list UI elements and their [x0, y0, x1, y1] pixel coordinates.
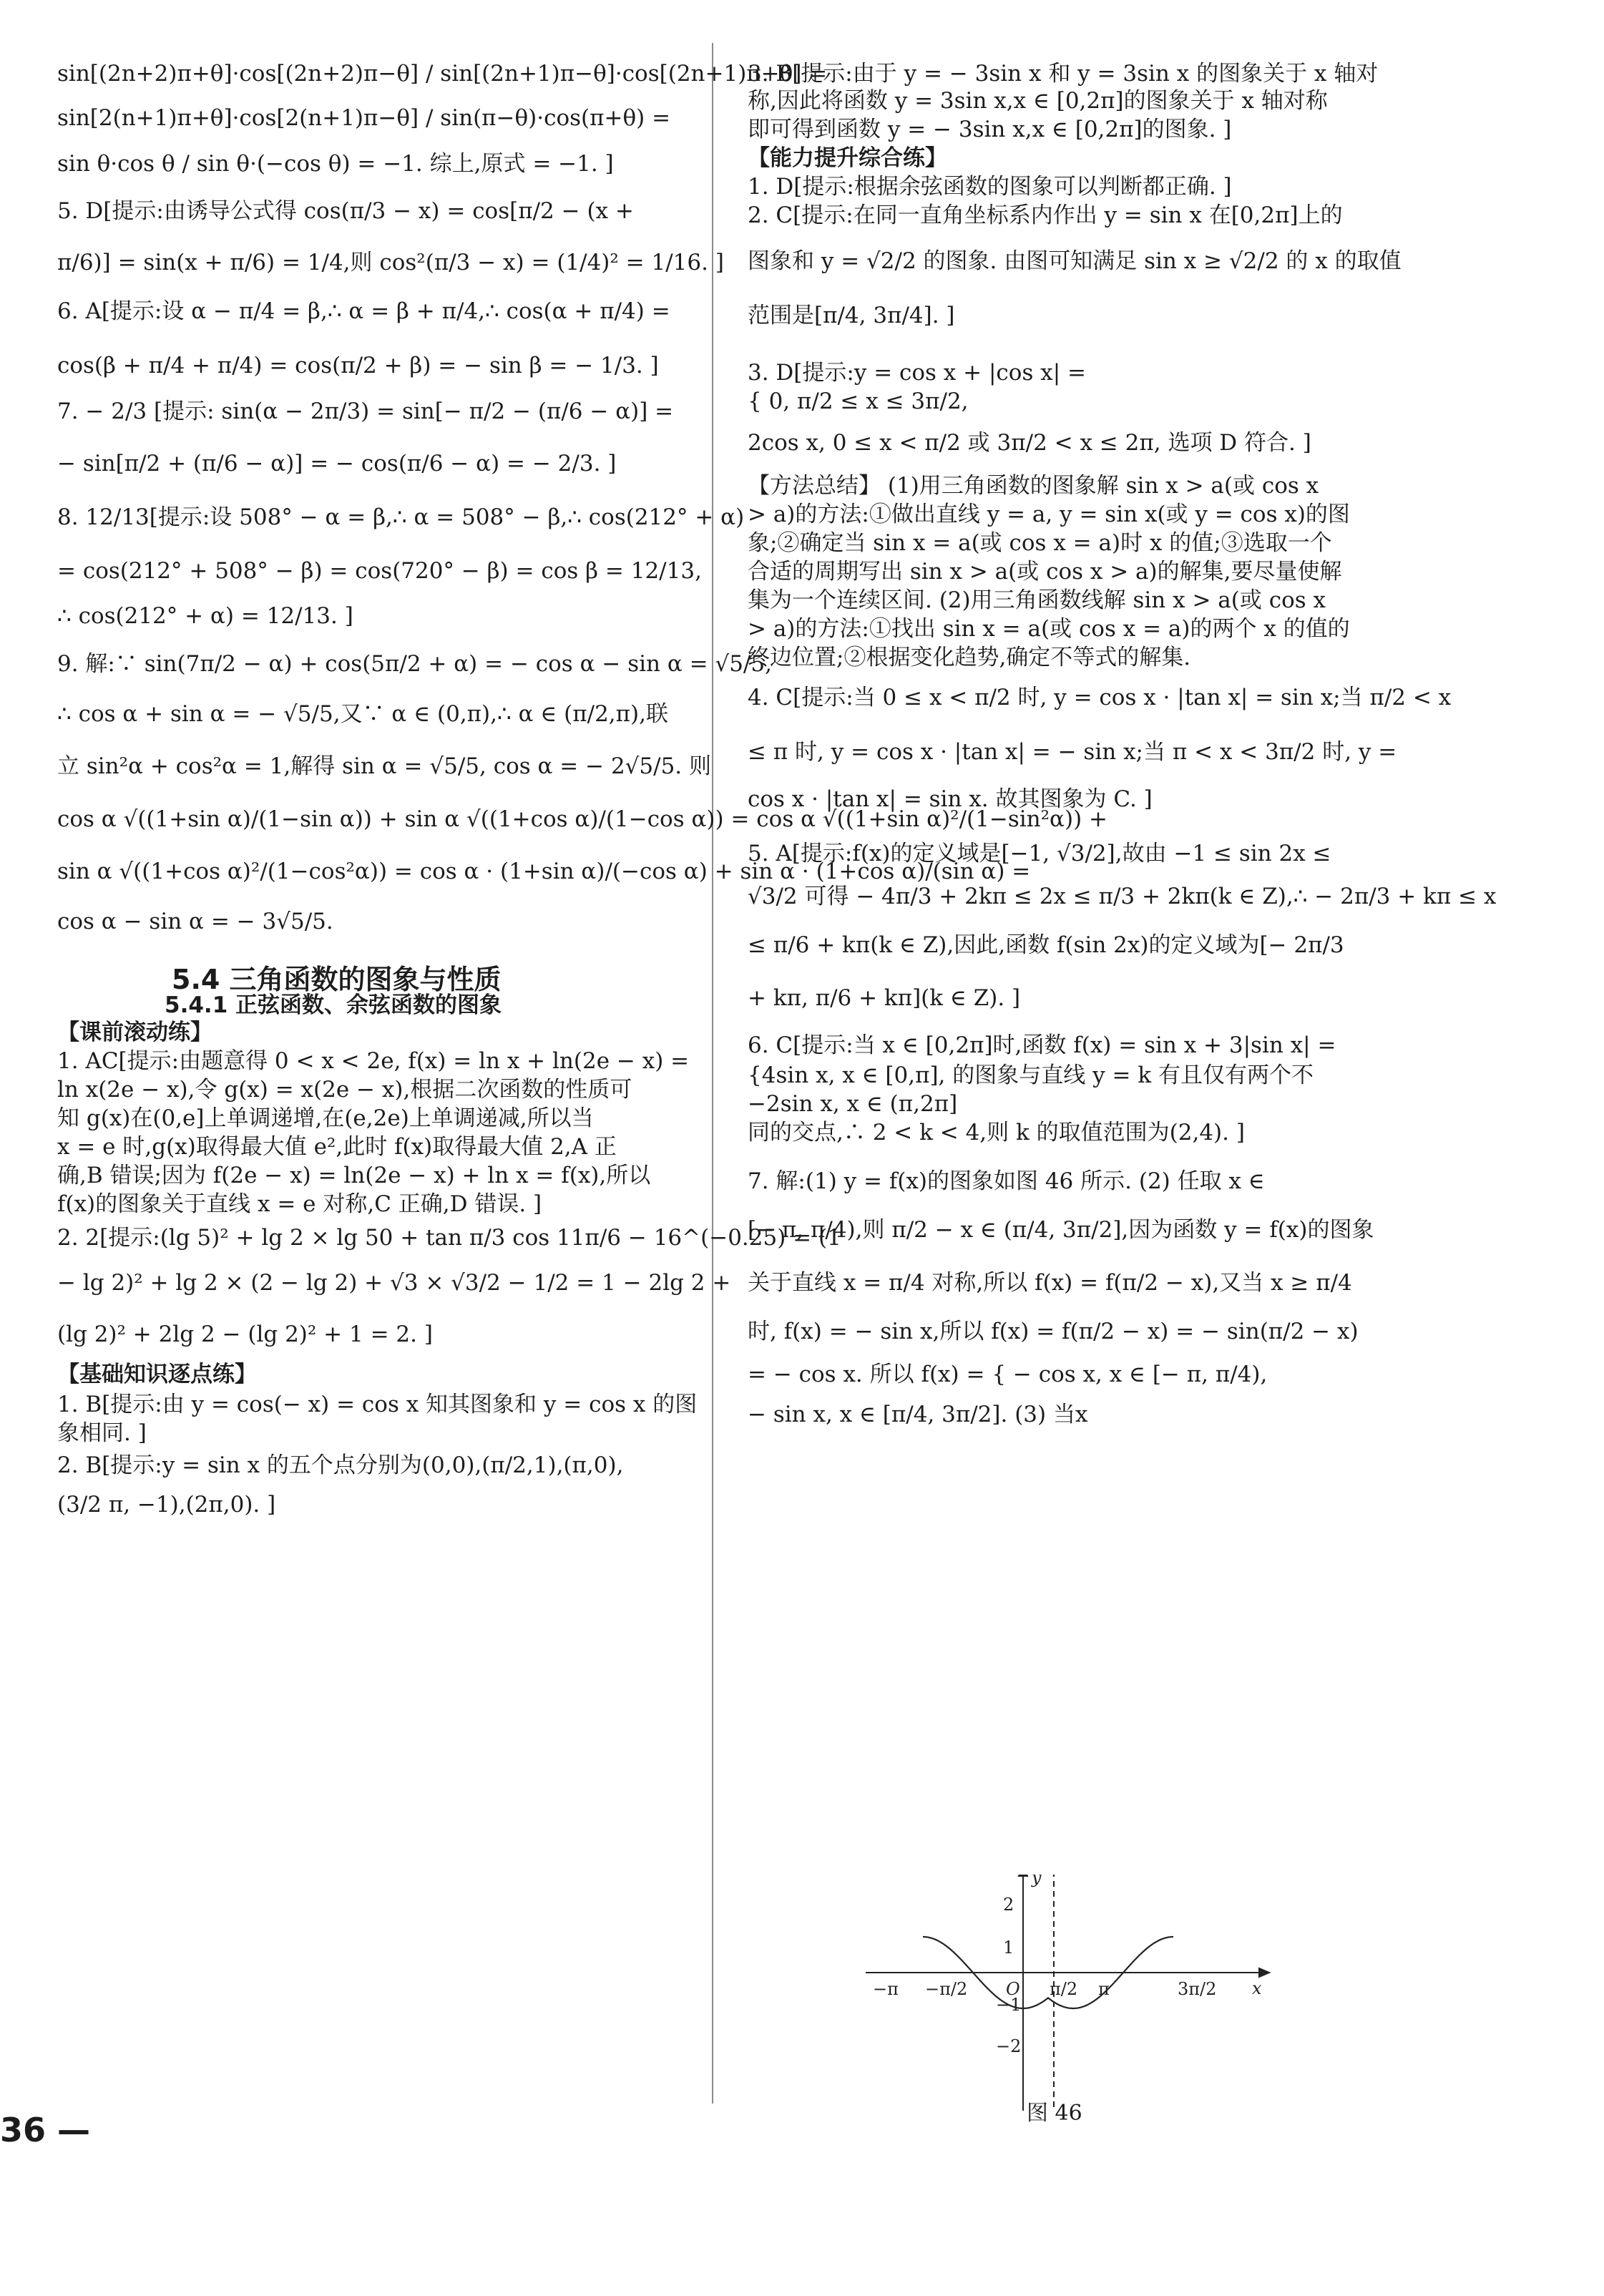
left-text-line: f(x)的图象关于直线 x = e 对称,C 正确,D 错误. ] [57, 1191, 542, 1217]
right-text-line: [− π, π/4),则 π/2 − x ∈ (π/4, 3π/2],因为函数 y = f(x)的图象 [748, 1217, 1374, 1243]
right-text-line: 3. B[提示:由于 y = − 3sin x 和 y = 3sin x 的图象关于 x 轴对 [748, 61, 1379, 87]
y-tick-neg-1: −1 [996, 1995, 1022, 2015]
left-text-line: sin θ·cos θ / sin θ·(−cos θ) = −1. 综上,原式 = −1. ] [57, 151, 614, 177]
left-text-line: sin[(2n+2)π+θ]·cos[(2n+2)π−θ] / sin[(2n+1)π−θ]·cos[(2n+1)π+θ] = [57, 61, 828, 87]
right-text-line: cos x · |tan x| = sin x. 故其图象为 C. ] [748, 786, 1153, 812]
right-text-line: = − cos x. 所以 f(x) = { − cos x, x ∈ [− π, π/4), [748, 1362, 1268, 1387]
subsection-title: 5.4.1 正弦函数、余弦函数的图象 [165, 992, 502, 1018]
right-text-line: √3/2 可得 − 4π/3 + 2kπ ≤ 2x ≤ π/3 + 2kπ(k ∈ Z),∴ − 2π/3 + kπ ≤ x [748, 884, 1497, 909]
left-text-line: sin[2(n+1)π+θ]·cos[2(n+1)π−θ] / sin(π−θ)·cos(π+θ) = [57, 105, 671, 131]
left-text-line: = cos(212° + 508° − β) = cos(720° − β) = cos β = 12/13, [57, 558, 702, 584]
right-text-line: {4sin x, x ∈ [0,π], 的图象与直线 y = k 有且仅有两个不 [748, 1062, 1314, 1088]
section-title: 5.4 三角函数的图象与性质 [172, 964, 502, 995]
heading-pre-class-practice: 【课前滚动练】 [57, 1020, 212, 1045]
left-text-line: 8. 12/13[提示:设 508° − α = β,∴ α = 508° − β,∴ cos(212° + α) [57, 504, 745, 530]
right-text-line: 时, f(x) = − sin x,所以 f(x) = f(π/2 − x) = − sin(π/2 − x) [748, 1319, 1359, 1344]
right-text-line: > a)的方法:①找出 sin x = a(或 cos x = a)的两个 x 的值的 [748, 616, 1350, 642]
right-text-line: { 0, π/2 ≤ x ≤ 3π/2, [748, 389, 969, 414]
right-text-line: 范围是[π/4, 3π/4]. ] [748, 303, 955, 328]
left-text-line: 5. D[提示:由诱导公式得 cos(π/3 − x) = cos[π/2 − (x + [57, 198, 634, 224]
left-text-line: − sin[π/2 + (π/6 − α)] = − cos(π/6 − α) = − 2/3. ] [57, 451, 617, 477]
left-text-line: cos α √((1+sin α)/(1−sin α)) + sin α √((1+cos α)/(1−cos α)) = cos α √((1+sin α)²/(1−sin²α)) + [57, 806, 1108, 832]
method-summary-line: 【方法总结】 (1)用三角函数的图象解 sin x > a(或 cos x [748, 473, 1319, 499]
x-tick-neg-pi: −π [873, 1979, 899, 1999]
left-text-line: cos(β + π/4 + π/4) = cos(π/2 + β) = − sin β = − 1/3. ] [57, 353, 659, 378]
left-text-line: 7. − 2/3 [提示: sin(α − 2π/3) = sin[− π/2 − (π/6 − α)] = [57, 399, 674, 424]
right-text-line: 即可得到函数 y = − 3sin x,x ∈ [0,2π]的图象. ] [748, 117, 1232, 142]
page-number: 36 — [0, 2111, 91, 2149]
left-text-line: 2. 2[提示:(lg 5)² + lg 2 × lg 50 + tan π/3 cos 11π/6 − 16^(−0.25) = (1 [57, 1225, 841, 1251]
left-text-line: 确,B 错误;因为 f(2e − x) = ln(2e − x) + ln x = f(x),所以 [57, 1163, 651, 1188]
left-text-line: − lg 2)² + lg 2 × (2 − lg 2) + √3 × √3/2 − 1/2 = 1 − 2lg 2 + [57, 1270, 731, 1296]
left-text-line: (lg 2)² + 2lg 2 − (lg 2)² + 1 = 2. ] [57, 1322, 433, 1347]
right-text-line: 2cos x, 0 ≤ x < π/2 或 3π/2 < x ≤ 2π, 选项 D 符合. ] [748, 430, 1311, 456]
right-text-line: > a)的方法:①做出直线 y = a, y = sin x(或 y = cos x)的图 [748, 502, 1350, 527]
right-text-line: −2sin x, x ∈ (π,2π] [748, 1091, 958, 1117]
right-text-line: 称,因此将函数 y = 3sin x,x ∈ [0,2π]的图象关于 x 轴对称 [748, 88, 1328, 114]
figure-46-graph [844, 1875, 1273, 2111]
left-text-line: x = e 时,g(x)取得最大值 e²,此时 f(x)取得最大值 2,A 正 [57, 1134, 617, 1160]
figure-caption: 图 46 [1027, 2101, 1082, 2126]
x-tick-three-half-pi: 3π/2 [1178, 1979, 1217, 1999]
x-axis-label: x [1252, 1978, 1262, 1998]
y-tick-neg-2: −2 [996, 2036, 1022, 2056]
right-text-line: 2. C[提示:在同一直角坐标系内作出 y = sin x 在[0,2π]上的 [748, 202, 1343, 228]
y-tick-2: 2 [1003, 1895, 1014, 1915]
x-axis-arrow [1259, 1968, 1269, 1977]
right-text-line: 终边位置;②根据变化趋势,确定不等式的解集. [748, 645, 1191, 670]
left-text-line: 知 g(x)在(0,e]上单调递增,在(e,2e)上单调递减,所以当 [57, 1105, 594, 1131]
left-text-line: 6. A[提示:设 α − π/4 = β,∴ α = β + π/4,∴ cos(α + π/4) = [57, 298, 670, 324]
x-tick-half-pi: π/2 [1050, 1979, 1078, 1999]
left-text-line: 9. 解:∵ sin(7π/2 − α) + cos(5π/2 + α) = − cos α − sin α = √5/5, [57, 651, 772, 677]
left-text-line: cos α − sin α = − 3√5/5. [57, 909, 333, 934]
left-text-line: 1. AC[提示:由题意得 0 < x < 2e, f(x) = ln x + ln(2e − x) = [57, 1048, 690, 1074]
y-axis-arrow [1019, 1875, 1027, 1876]
origin-label: O [1006, 1979, 1020, 1999]
right-text-line: 5. A[提示:f(x)的定义域是[−1, √3/2],故由 −1 ≤ sin 2x ≤ [748, 841, 1331, 866]
x-tick-neg-half-pi: −π/2 [925, 1979, 968, 1999]
right-text-line: + kπ, π/6 + kπ](k ∈ Z). ] [748, 985, 1021, 1011]
right-text-line: − sin x, x ∈ [π/4, 3π/2]. (3) 当x [748, 1402, 1088, 1427]
left-text-line: 立 sin²α + cos²α = 1,解得 sin α = √5/5, cos α = − 2√5/5. 则 [57, 753, 712, 779]
heading-ability-improvement: 【能力提升综合练】 [748, 145, 947, 171]
x-tick-pi: π [1098, 1979, 1110, 1999]
heading-basic-knowledge: 【基础知识逐点练】 [57, 1362, 257, 1387]
left-text-line: sin α √((1+cos α)²/(1−cos²α)) = cos α · (1+sin α)/(−cos α) + sin α · (1+cos α)/(sin α) = [57, 859, 1031, 884]
right-text-line: 7. 解:(1) y = f(x)的图象如图 46 所示. (2) 任取 x ∈ [748, 1168, 1265, 1194]
right-text-line: 同的交点,∴ 2 < k < 4,则 k 的取值范围为(2,4). ] [748, 1120, 1245, 1145]
left-text-line: 1. B[提示:由 y = cos(− x) = cos x 知其图象和 y = cos x 的图 [57, 1392, 698, 1417]
left-text-line: π/6)] = sin(x + π/6) = 1/4,则 cos²(π/3 − x) = (1/4)² = 1/16. ] [57, 250, 724, 275]
right-text-line: 3. D[提示:y = cos x + |cos x| = [748, 360, 1086, 386]
right-text-line: 象;②确定当 sin x = a(或 cos x = a)时 x 的值;③选取一个 [748, 530, 1332, 556]
y-tick-1: 1 [1003, 1938, 1014, 1958]
y-axis-label: y [1032, 1875, 1042, 1887]
left-text-line: ∴ cos α + sin α = − √5/5,又∵ α ∈ (0,π),∴ α ∈ (π/2,π),联 [57, 701, 668, 727]
left-text-line: 2. B[提示:y = sin x 的五个点分别为(0,0),(π/2,1),(π,0), [57, 1452, 624, 1478]
column-divider [712, 43, 713, 2104]
right-text-line: 4. C[提示:当 0 ≤ x < π/2 时, y = cos x · |tan x| = sin x;当 π/2 < x [748, 685, 1452, 710]
right-text-line: 集为一个连续区间. (2)用三角函数线解 sin x > a(或 cos x [748, 587, 1326, 613]
right-text-line: 6. C[提示:当 x ∈ [0,2π]时,函数 f(x) = sin x + 3|sin x| = [748, 1032, 1336, 1058]
left-text-line: 象相同. ] [57, 1420, 147, 1446]
left-text-line: (3/2 π, −1),(2π,0). ] [57, 1492, 276, 1518]
right-text-line: 1. D[提示:根据余弦函数的图象可以判断都正确. ] [748, 174, 1232, 200]
right-text-line: ≤ π 时, y = cos x · |tan x| = − sin x;当 π < x < 3π/2 时, y = [748, 739, 1397, 765]
left-text-line: ∴ cos(212° + α) = 12/13. ] [57, 603, 353, 629]
left-text-line: ln x(2e − x),令 g(x) = x(2e − x),根据二次函数的性质可 [57, 1077, 632, 1103]
right-text-line: 合适的周期写出 sin x > a(或 cos x > a)的解集,要尽量使解 [748, 559, 1342, 585]
right-text-line: ≤ π/6 + kπ(k ∈ Z),因此,函数 f(sin 2x)的定义域为[− 2π/3 [748, 932, 1344, 958]
right-text-line: 图象和 y = √2/2 的图象. 由图可知满足 sin x ≥ √2/2 的 x 的取值 [748, 248, 1402, 274]
right-text-line: 关于直线 x = π/4 对称,所以 f(x) = f(π/2 − x),又当 x ≥ π/4 [748, 1270, 1352, 1296]
